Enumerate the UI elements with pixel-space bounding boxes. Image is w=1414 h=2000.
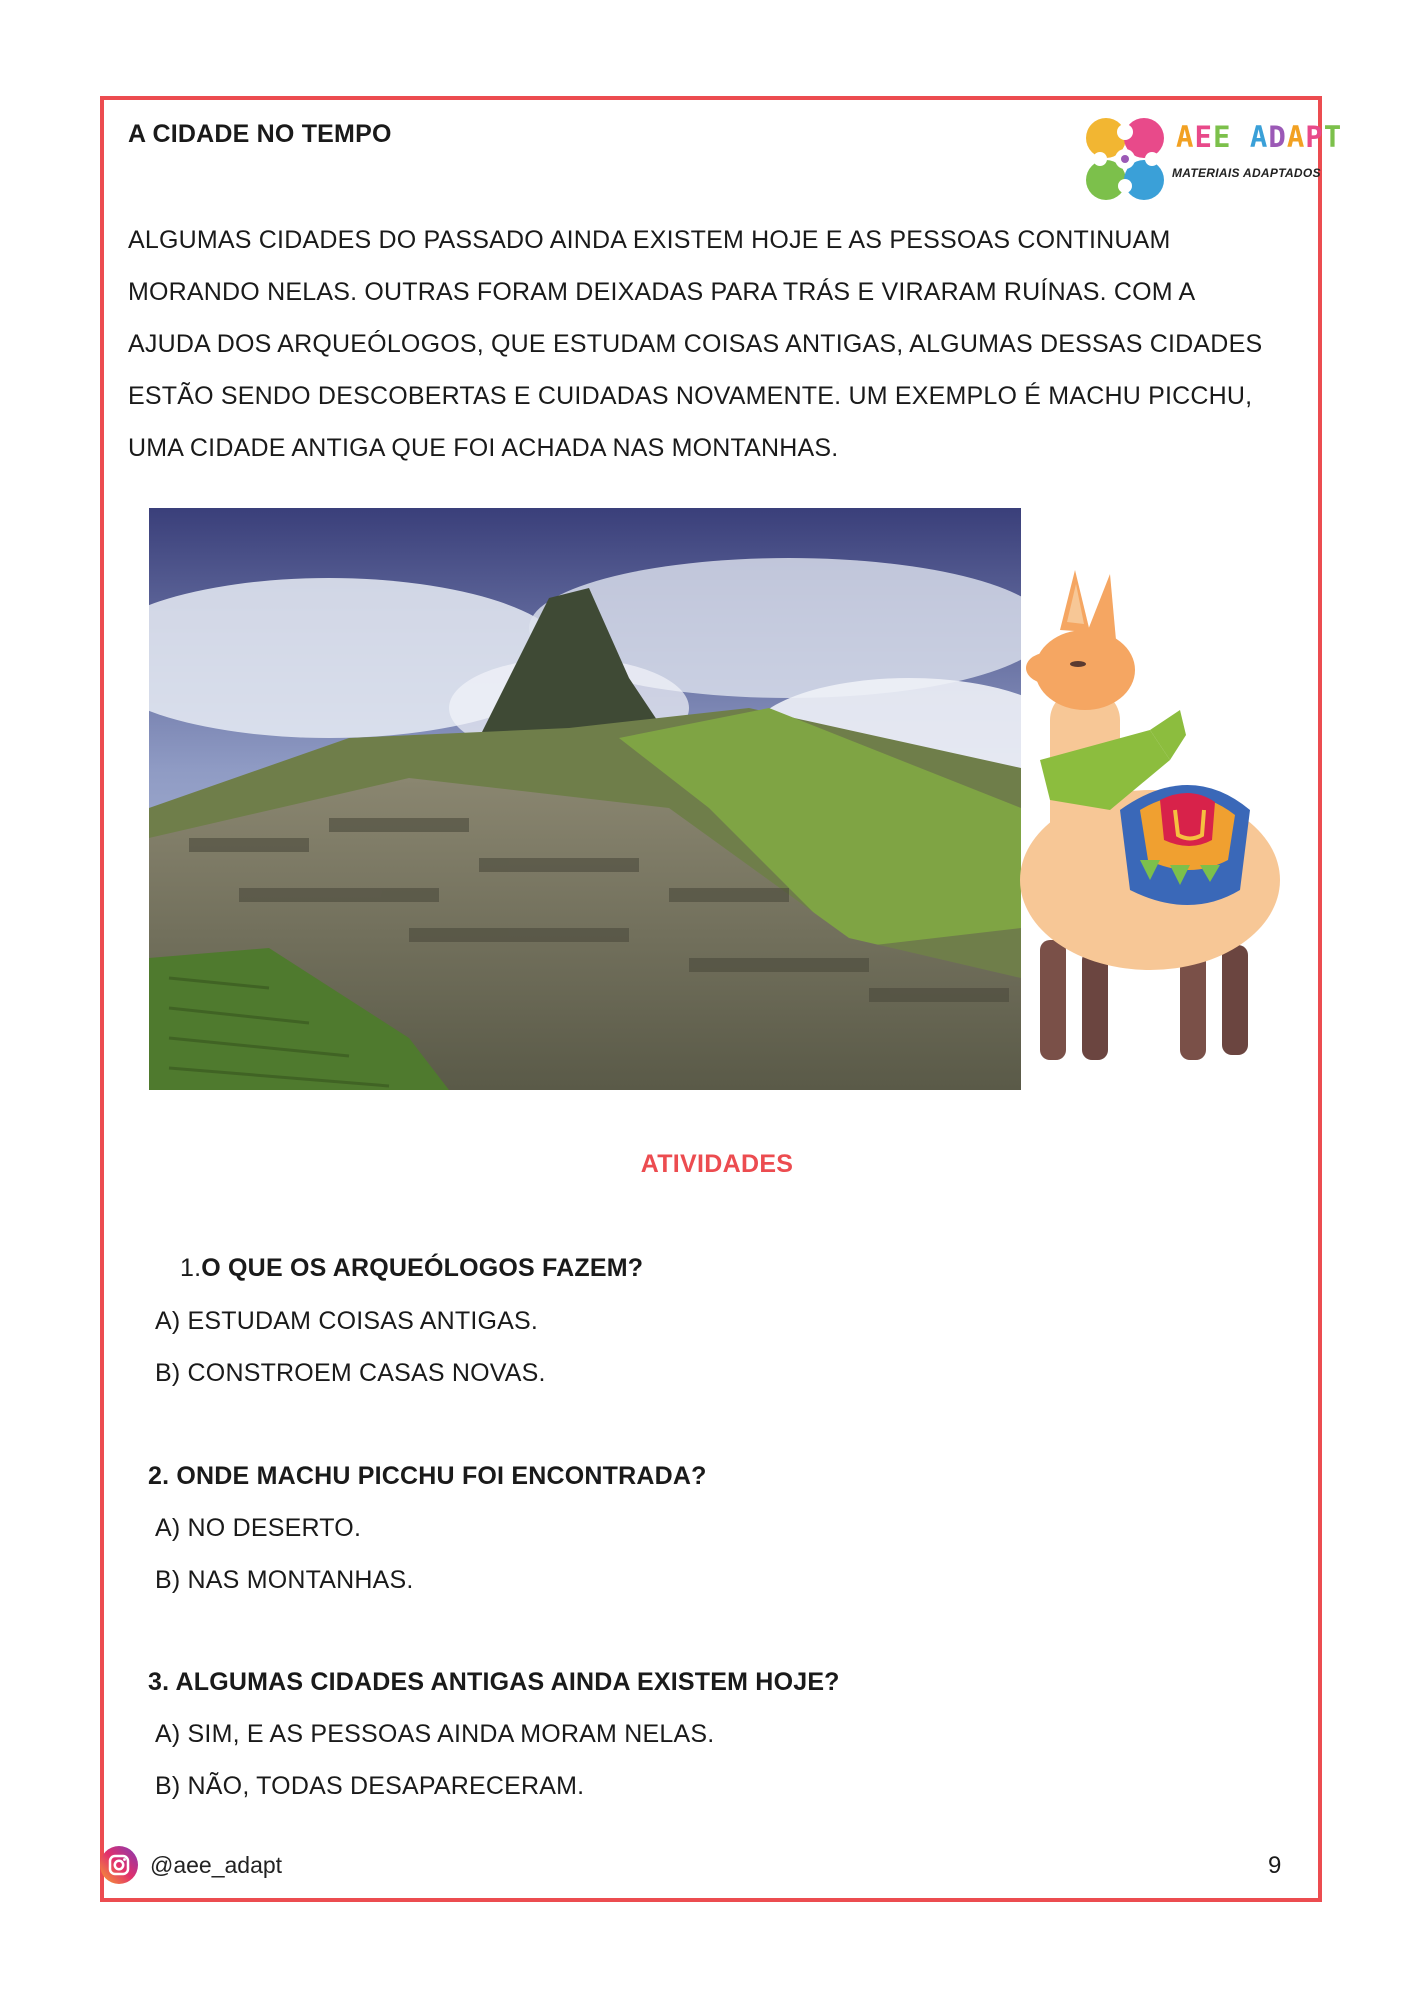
page-title: A CIDADE NO TEMPO — [128, 120, 392, 148]
question-2-option-a: A) NO DESERTO. — [155, 1514, 362, 1542]
question-1-option-b: B) CONSTROEM CASAS NOVAS. — [155, 1359, 546, 1387]
instagram-icon — [100, 1846, 138, 1884]
aee-adapt-logo — [1082, 114, 1343, 208]
logo-tagline: MATERIAIS ADAPTADOS — [1172, 166, 1321, 180]
question-2-option-b: B) NAS MONTANHAS. — [155, 1566, 414, 1594]
page-number: 9 — [1268, 1852, 1282, 1879]
question-1-option-a: A) ESTUDAM COISAS ANTIGAS. — [155, 1307, 539, 1335]
question-3-option-b: B) NÃO, TODAS DESAPARECERAM. — [155, 1772, 585, 1800]
question-1-number: 1. — [180, 1254, 202, 1282]
logo-wordmark: AEE ADAPT — [1176, 120, 1343, 154]
question-3-option-a: A) SIM, E AS PESSOAS AINDA MORAM NELAS. — [155, 1720, 715, 1748]
question-1 — [180, 1254, 643, 1283]
question-2-text: 2. ONDE MACHU PICCHU FOI ENCONTRADA? — [148, 1462, 707, 1490]
instagram-handle[interactable]: @aee_adapt — [150, 1852, 283, 1878]
question-1-text: O QUE OS ARQUEÓLOGOS FAZEM? — [201, 1254, 644, 1282]
activities-title: ATIVIDADES — [640, 1150, 794, 1178]
llama-illustration — [990, 560, 1310, 1080]
puzzle-logo-icon — [1082, 114, 1172, 208]
question-3-text: 3. ALGUMAS CIDADES ANTIGAS AINDA EXISTEM HOJE? — [148, 1668, 840, 1696]
intro-paragraph: ALGUMAS CIDADES DO PASSADO AINDA EXISTEM HOJE E AS PESSOAS CONTINUAM MORANDO NELAS. OUTRAS FORAM DEIXADAS PARA TRÁS E VIRARAM RUÍNAS. COM A AJUDA DOS ARQUEÓLOGOS, QUE ESTUDAM COISAS ANTIGAS, ALGUMAS DESSAS CIDADES ESTÃO SENDO DESCOBERTAS E CUIDADAS NOVAMENTE. UM EXEMPLO É MACHU PICCHU, UMA CIDADE ANTIGA QUE FOI ACHADA NAS MONTANHAS. — [128, 226, 1263, 462]
machu-picchu-photo — [149, 508, 1021, 1090]
